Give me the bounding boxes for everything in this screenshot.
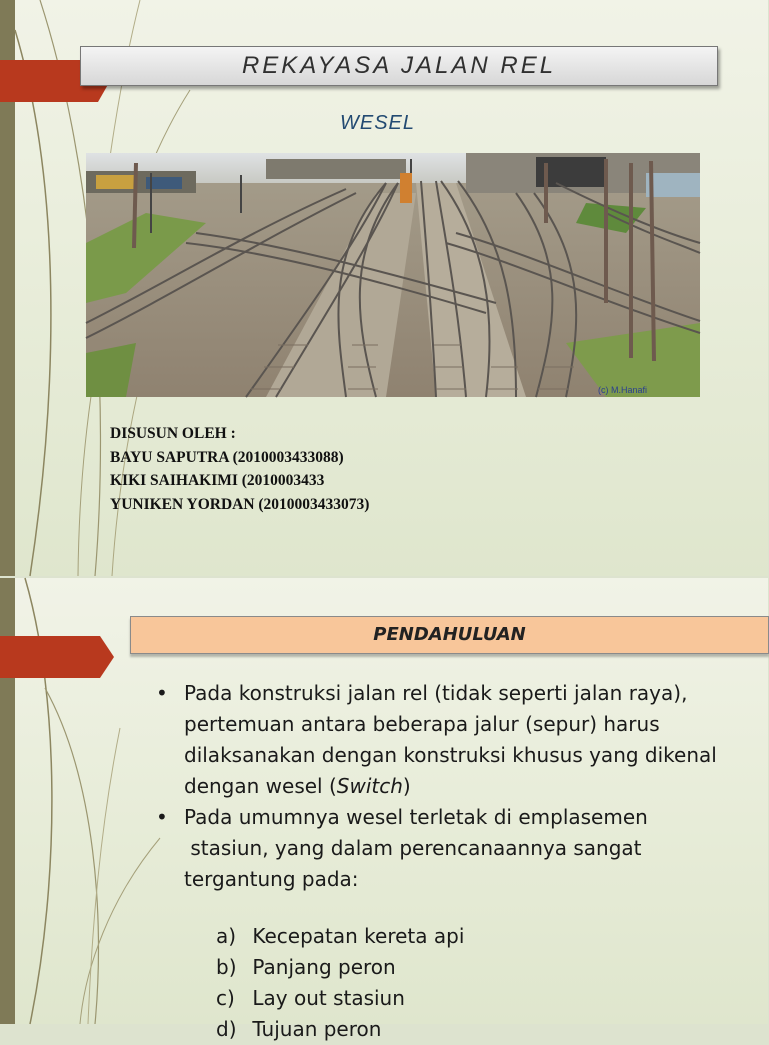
title-box: [80, 46, 718, 86]
author-line: KIKI SAIHAKIMI (2010003433: [110, 472, 325, 489]
list-marker: a): [216, 924, 237, 948]
slide-pendahuluan: [0, 578, 768, 1041]
bullet-text-line: Pada umumnya wesel terletak di emplasemen: [184, 805, 648, 829]
heading-box: [130, 616, 769, 654]
bullet-dot: •: [156, 681, 168, 705]
red-arrow-tab: [0, 636, 118, 678]
author-line: YUNIKEN YORDAN (2010003433073): [110, 495, 370, 513]
list-item: [216, 921, 464, 952]
text-segment: ): [402, 774, 411, 798]
bullet-text-line: tergantung pada:: [184, 867, 359, 891]
bullet-text-line: dilaksanakan dengan konstruksi khusus yang dikenal: [184, 743, 717, 767]
list-marker: c): [216, 986, 235, 1010]
bullet-list: [156, 678, 756, 895]
bullet-item: [156, 802, 756, 895]
authors-heading: DISUSUN OLEH :: [110, 425, 236, 442]
list-marker: b): [216, 955, 237, 979]
bullet-text-line: stasiun, yang dalam perencanaannya sangat: [184, 836, 642, 860]
bullet-dot: •: [156, 805, 168, 829]
photo-credit: (c) M.Hanafi: [598, 385, 648, 395]
list-text: Kecepatan kereta api: [252, 924, 465, 948]
slide-subtitle: WESEL: [340, 112, 416, 134]
ordered-list: [216, 921, 464, 1045]
bullet-text-line: pertemuan antara beberapa jalur (sepur) harus: [184, 712, 660, 736]
list-item: [216, 1014, 464, 1045]
author-line: BAYU SAPUTRA (2010003433088): [110, 448, 344, 466]
text-segment: dengan wesel (: [184, 774, 337, 798]
bullet-item: [156, 678, 756, 802]
railway-switch-photo: [86, 153, 700, 397]
authors-block: [110, 422, 369, 516]
list-text: Panjang peron: [252, 955, 396, 979]
list-text: Tujuan peron: [252, 1017, 382, 1041]
list-marker: d): [216, 1017, 237, 1041]
italic-term: Switch: [336, 774, 403, 798]
bullet-text-line: [184, 771, 756, 802]
bullet-text-line: Pada konstruksi jalan rel (tidak seperti jalan raya),: [184, 681, 688, 705]
slide-heading: PENDAHULUAN: [373, 624, 526, 645]
list-text: Lay out stasiun: [252, 986, 405, 1010]
list-item: [216, 952, 464, 983]
slide-title-text: REKAYASA JALAN REL: [241, 52, 557, 79]
list-item: [216, 983, 464, 1014]
